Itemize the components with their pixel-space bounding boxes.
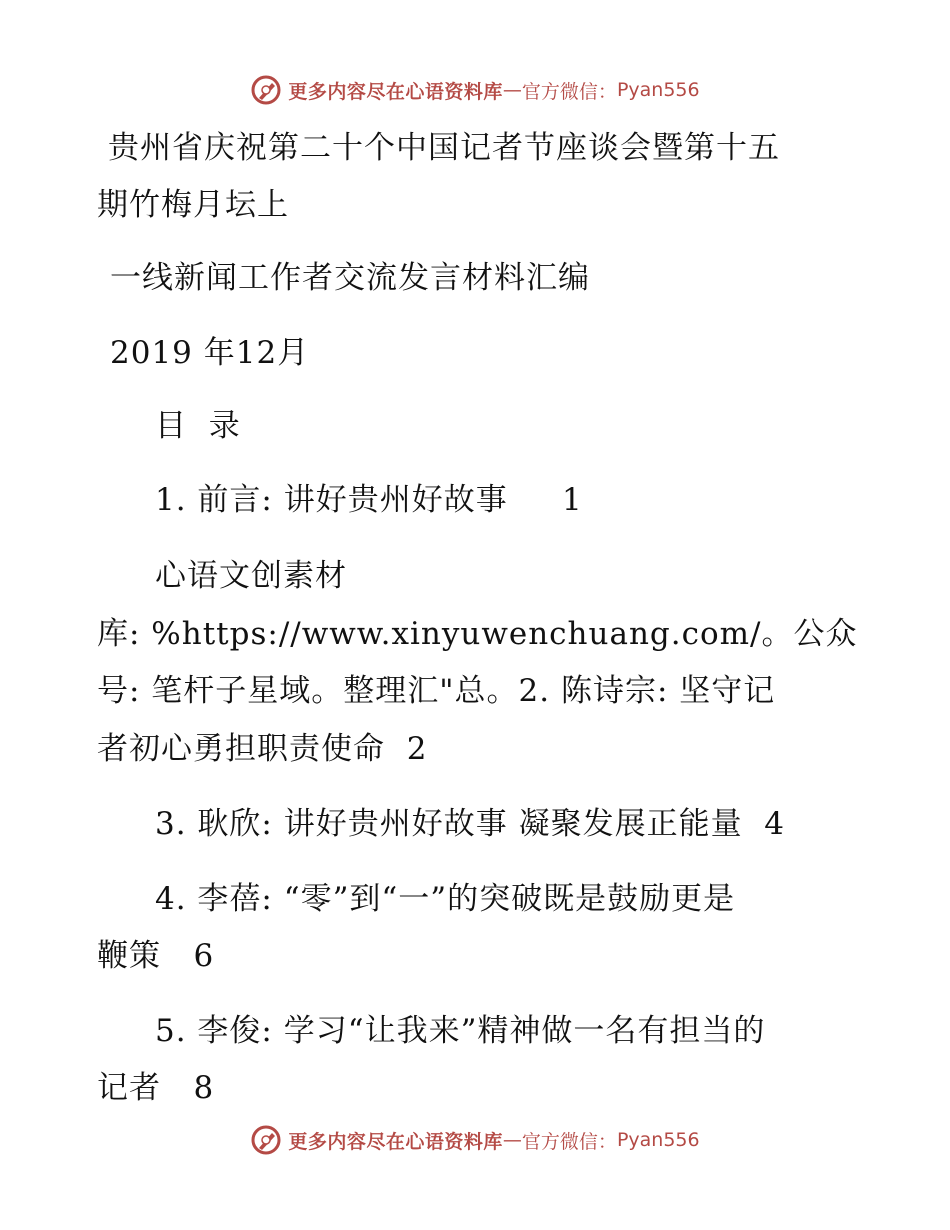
toc-entry-4-end: 鞭策 6 <box>97 938 215 974</box>
body-line: 号: 笔杆子星域。整理汇"总。2. 陈诗宗: 坚守记 <box>97 673 776 709</box>
watermark-separator: — <box>502 1129 522 1151</box>
watermark-banner-bottom <box>0 1120 950 1160</box>
watermark-code: Pyan556 <box>616 1129 700 1151</box>
watermark-banner-top <box>0 70 950 110</box>
watermark-main-text: 更多内容尽在心语资料库 <box>288 1130 503 1153</box>
document-title-line2: 期竹梅月坛上 <box>97 187 289 223</box>
seal-pen-icon <box>250 1124 282 1156</box>
toc-entry-5: 5. 李俊: 学习“让我来”精神做一名有担当的 <box>155 1013 766 1049</box>
document-date: 2019 年12月 <box>110 335 310 371</box>
document-subtitle: 一线新闻工作者交流发言材料汇编 <box>110 260 590 296</box>
body-line: 心语文创素材 <box>155 558 347 594</box>
toc-entry-5-end: 记者 8 <box>97 1070 215 1106</box>
toc-heading: 目 录 <box>155 408 241 444</box>
toc-entry-1: 1. 前言: 讲好贵州好故事 1 <box>155 482 583 518</box>
watermark-sub-text: 官方微信： <box>521 80 617 103</box>
watermark-main-text: 更多内容尽在心语资料库 <box>288 80 503 103</box>
watermark-sub-text: 官方微信： <box>521 1130 617 1153</box>
toc-entry-4: 4. 李蓓: “零”到“一”的突破既是鼓励更是 <box>155 881 736 917</box>
watermark-separator: — <box>502 79 522 101</box>
seal-pen-icon <box>250 74 282 106</box>
toc-entry-2-end: 者初心勇担职责使命 2 <box>97 731 428 767</box>
watermark-code: Pyan556 <box>616 79 700 101</box>
body-line: 库: %https://www.xinyuwenchuang.com/。公众 <box>97 616 858 652</box>
toc-entry-3: 3. 耿欣: 讲好贵州好故事 凝聚发展正能量 4 <box>155 806 786 842</box>
document-title-line1: 贵州省庆祝第二十个中国记者节座谈会暨第十五 <box>108 130 780 166</box>
